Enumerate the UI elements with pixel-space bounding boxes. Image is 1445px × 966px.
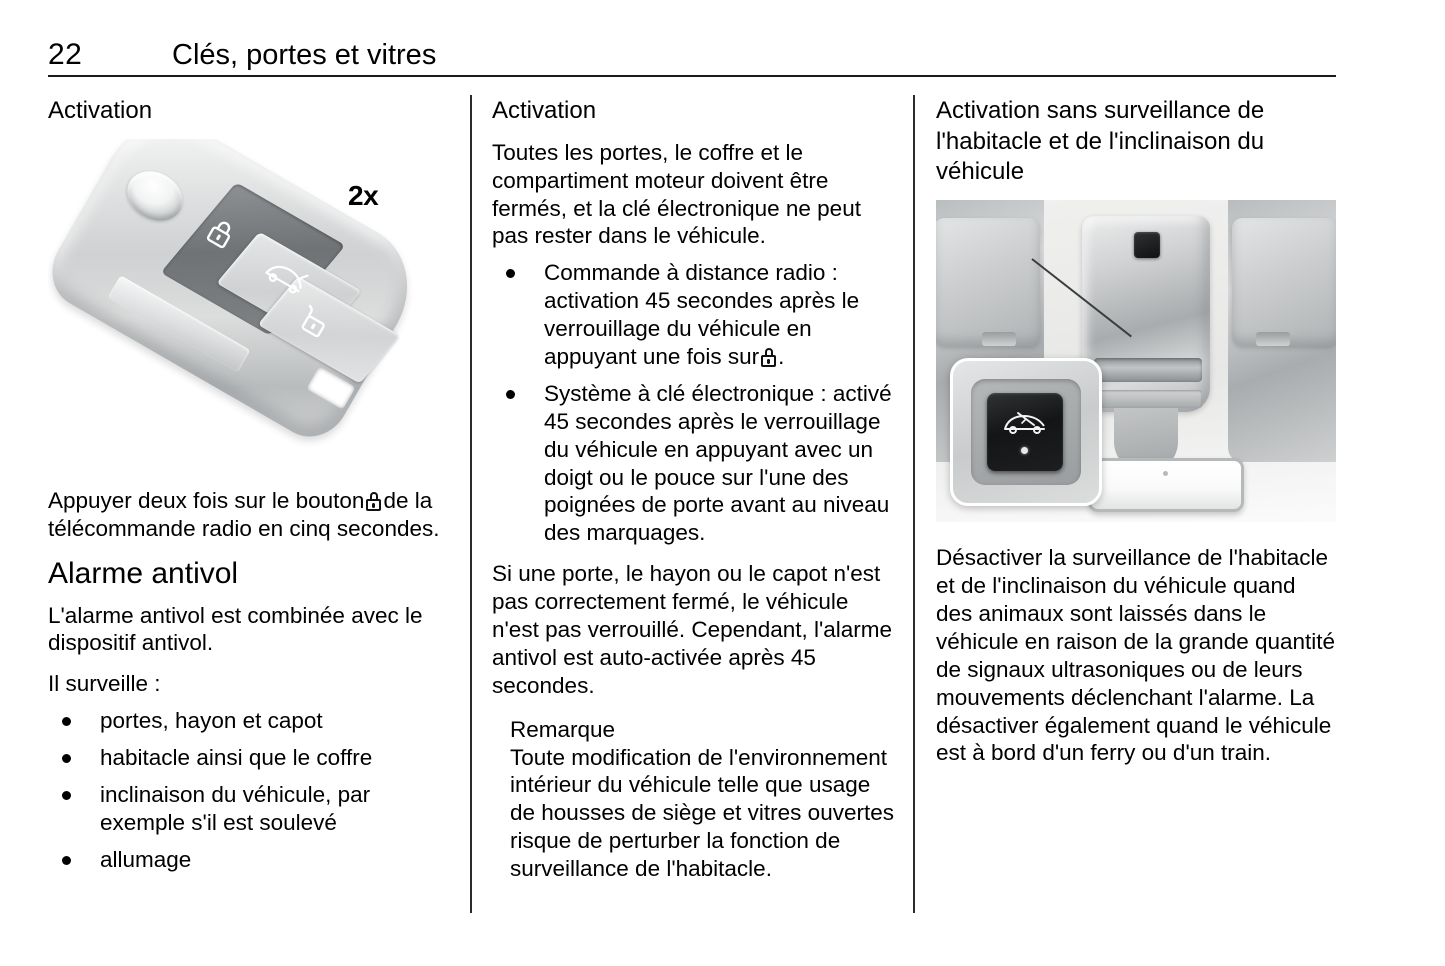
col1-paragraph-1: L'alarme antivol est combinée avec le dispositif antivol. (48, 602, 423, 656)
sun-visor-hinge-left (982, 332, 1016, 346)
list-item: habitacle ainsi que le coffre (48, 744, 454, 772)
col2-note-block (492, 716, 896, 883)
col2-bullet1-text-2: . (778, 343, 785, 369)
list-item: inclinaison du véhicule, par exemple s'il est soulevé (48, 781, 454, 837)
page-number: 22 (48, 38, 83, 71)
callout-magnifier-box (950, 358, 1102, 506)
lock-icon (366, 492, 381, 511)
sun-visor-right (1232, 218, 1336, 346)
list-item: allumage (48, 846, 454, 874)
col1-section-heading-alarme-antivol: Alarme antivol (48, 556, 239, 590)
col3-paragraph-1: Désactiver la surveillance de l'habitacle et de l'inclinaison du véhicule quand des animaux sont laissés dans le véhicule en raison de la grande quantité de signaux ultrasoniques ou de leurs mouvements déclenchant l'alarme. La désactiver également quand le véhicule est à bord d'un ferry ou d'un train. (936, 545, 1336, 766)
console-reading-lights (1094, 358, 1202, 382)
col1-caption (48, 487, 454, 543)
col2-paragraph-2: Si une porte, le hayon ou le capot n'est pas correctement fermé, le véhicule n'est pas verrouillé. Cependant, l'alarme antivol est auto-activée après 45 secondes. (492, 561, 893, 698)
car-sensor-disabled-icon (1000, 409, 1050, 437)
col2-bullet-list (492, 259, 896, 547)
column-1 (48, 96, 454, 887)
column-divider-1 (470, 95, 472, 913)
col2-paragraph-1: Toutes les portes, le coffre et le compartiment moteur doivent être fermés, et la clé électronique ne peut pas rester dans le véhicule. (492, 139, 861, 249)
page-title: Clés, portes et vitres (172, 39, 437, 71)
press-twice-label: 2x (348, 179, 379, 211)
col3-heading-activation-sans-surveillance: Activation sans surveillance de l'habitacle et de l'inclinaison du véhicule (936, 97, 1265, 186)
list-item (492, 259, 896, 371)
key-fob-illustration (48, 139, 454, 469)
list-item: portes, hayon et capot (48, 707, 454, 735)
column-3 (936, 96, 1336, 780)
alarm-deactivation-button-in-console (1134, 232, 1160, 258)
overhead-console-illustration (936, 200, 1336, 522)
button-led-indicator (1021, 447, 1028, 454)
col1-paragraph-2: Il surveille : (48, 671, 161, 697)
mirror-sensor-dot (1163, 471, 1168, 476)
col1-heading-activation: Activation (48, 97, 153, 124)
col1-caption-text-2: de la télécommande radio en cinq secondes. (48, 487, 440, 541)
page-header (48, 38, 1336, 78)
col1-caption-text-1: Appuyer deux fois sur le bouton (48, 487, 365, 513)
column-divider-2 (913, 95, 915, 913)
note-title: Remarque (510, 716, 616, 742)
col2-bullet1-text-1: Commande à distance radio : activation 45 secondes après le verrouillage du véhicule en appuyant une fois sur (544, 260, 860, 369)
sun-visor-hinge-right (1256, 332, 1290, 346)
lock-icon (761, 348, 776, 367)
header-divider-rule (48, 75, 1336, 77)
col1-bullet-list (48, 707, 454, 873)
column-2 (492, 96, 896, 883)
rearview-mirror (1088, 458, 1244, 512)
list-item: Système à clé électronique : activé 45 secondes après le verrouillage du véhicule en appuyant avec un doigt ou le pouce sur l'une des poignées de porte avant au niveau des marquages. (492, 380, 896, 547)
sun-visor-left (936, 218, 1040, 346)
note-text: Toute modification de l'environnement intérieur du véhicule telle que usage de housses de siège et vitres ouvertes risque de perturber la fonction de surveillance de l'habitacle. (510, 744, 894, 882)
callout-inner-bezel (971, 379, 1081, 485)
console-switch-row (1096, 390, 1202, 408)
alarm-deactivation-button (987, 393, 1063, 471)
col2-heading-activation: Activation (492, 97, 597, 124)
